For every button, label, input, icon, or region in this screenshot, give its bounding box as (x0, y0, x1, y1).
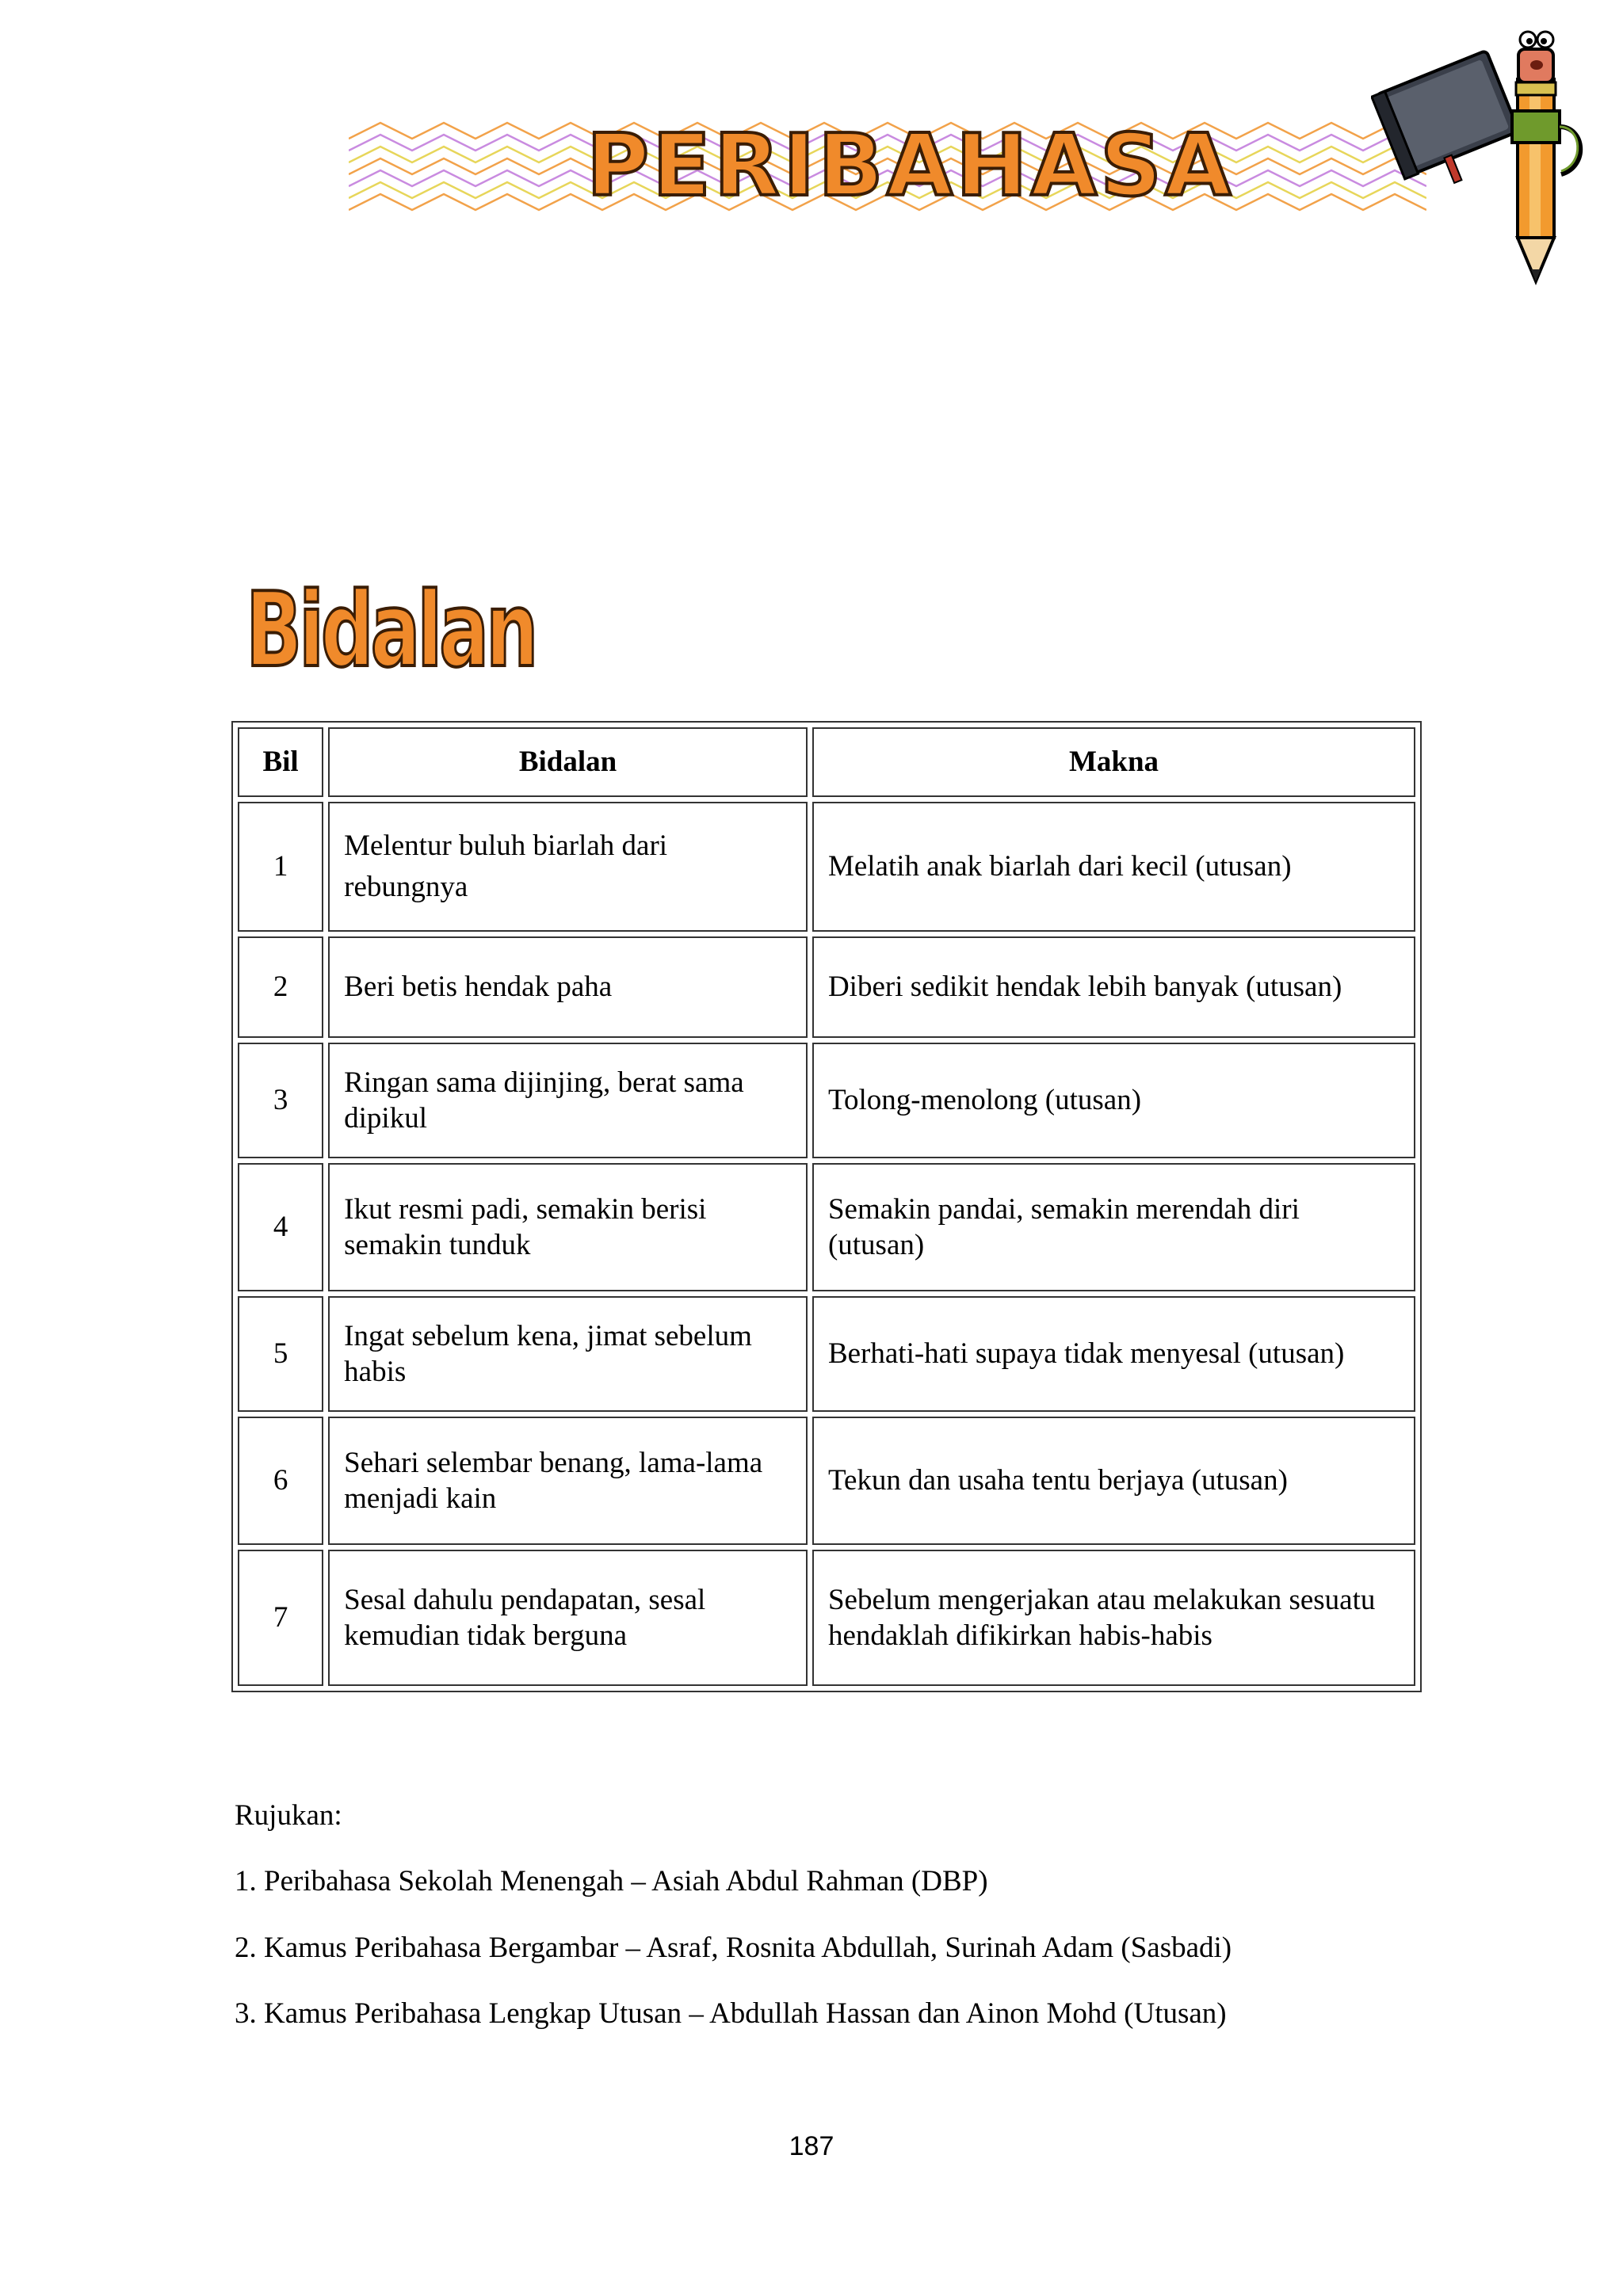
cell-bil: 1 (238, 802, 323, 932)
cell-makna: Tolong-menolong (utusan) (812, 1043, 1415, 1158)
cell-bidalan: Sehari selembar benang, lama-lama menjadi kain (328, 1417, 808, 1545)
cell-makna: Tekun dan usaha tentu berjaya (utusan) (812, 1417, 1415, 1545)
cell-makna: Berhati-hati supaya tidak menyesal (utusan) (812, 1296, 1415, 1412)
cell-bil: 6 (238, 1417, 323, 1545)
cell-makna: Semakin pandai, semakin merendah diri (utusan) (812, 1163, 1415, 1291)
table-row (238, 1296, 1415, 1412)
banner-title: PERIBAHASA (586, 116, 1235, 215)
section-title: Bidalan (246, 570, 536, 690)
table-row (238, 1163, 1415, 1291)
table-row (238, 802, 1415, 932)
cell-bidalan: Melentur buluh biarlah dari rebungnya (328, 802, 808, 932)
cell-bidalan: Ringan sama dijinjing, berat sama dipikul (328, 1043, 808, 1158)
cell-makna: Sebelum mengerjakan atau melakukan sesuatu hendaklah difikirkan habis-habis (812, 1550, 1415, 1686)
cell-makna: Melatih anak biarlah dari kecil (utusan) (812, 802, 1415, 932)
column-header-makna: Makna (812, 727, 1415, 797)
cell-bidalan: Beri betis hendak paha (328, 936, 808, 1038)
cell-bil: 2 (238, 936, 323, 1038)
cell-bidalan: Ingat sebelum kena, jimat sebelum habis (328, 1296, 808, 1412)
bidalan-table-container (231, 721, 1422, 1692)
column-header-bil: Bil (238, 727, 323, 797)
table-row (238, 936, 1415, 1038)
cell-bil: 3 (238, 1043, 323, 1158)
reference-item: 1. Peribahasa Sekolah Menengah – Asiah Abdul Rahman (DBP) (235, 1865, 988, 1898)
cell-bidalan: Ikut resmi padi, semakin berisi semakin tunduk (328, 1163, 808, 1291)
header-banner (349, 111, 1426, 230)
references-heading: Rujukan: (235, 1799, 342, 1832)
table-row (238, 1043, 1415, 1158)
references (235, 1798, 1232, 2063)
book-and-pencil-icon (1371, 16, 1609, 293)
reference-item: 2. Kamus Peribahasa Bergambar – Asraf, Rosnita Abdullah, Surinah Adam (Sasbadi) (235, 1931, 1232, 1964)
bidalan-table (231, 721, 1422, 1692)
cell-bil: 4 (238, 1163, 323, 1291)
table-row (238, 1417, 1415, 1545)
cell-bidalan: Sesal dahulu pendapatan, sesal kemudian tidak berguna (328, 1550, 808, 1686)
page-number: 187 (789, 2131, 834, 2161)
table-header-row (238, 727, 1415, 797)
reference-item: 3. Kamus Peribahasa Lengkap Utusan – Abdullah Hassan dan Ainon Mohd (Utusan) (235, 1997, 1227, 2031)
cell-makna: Diberi sedikit hendak lebih banyak (utusan) (812, 936, 1415, 1038)
table-row (238, 1550, 1415, 1686)
column-header-bidalan: Bidalan (328, 727, 808, 797)
cell-bil: 5 (238, 1296, 323, 1412)
cell-bil: 7 (238, 1550, 323, 1686)
